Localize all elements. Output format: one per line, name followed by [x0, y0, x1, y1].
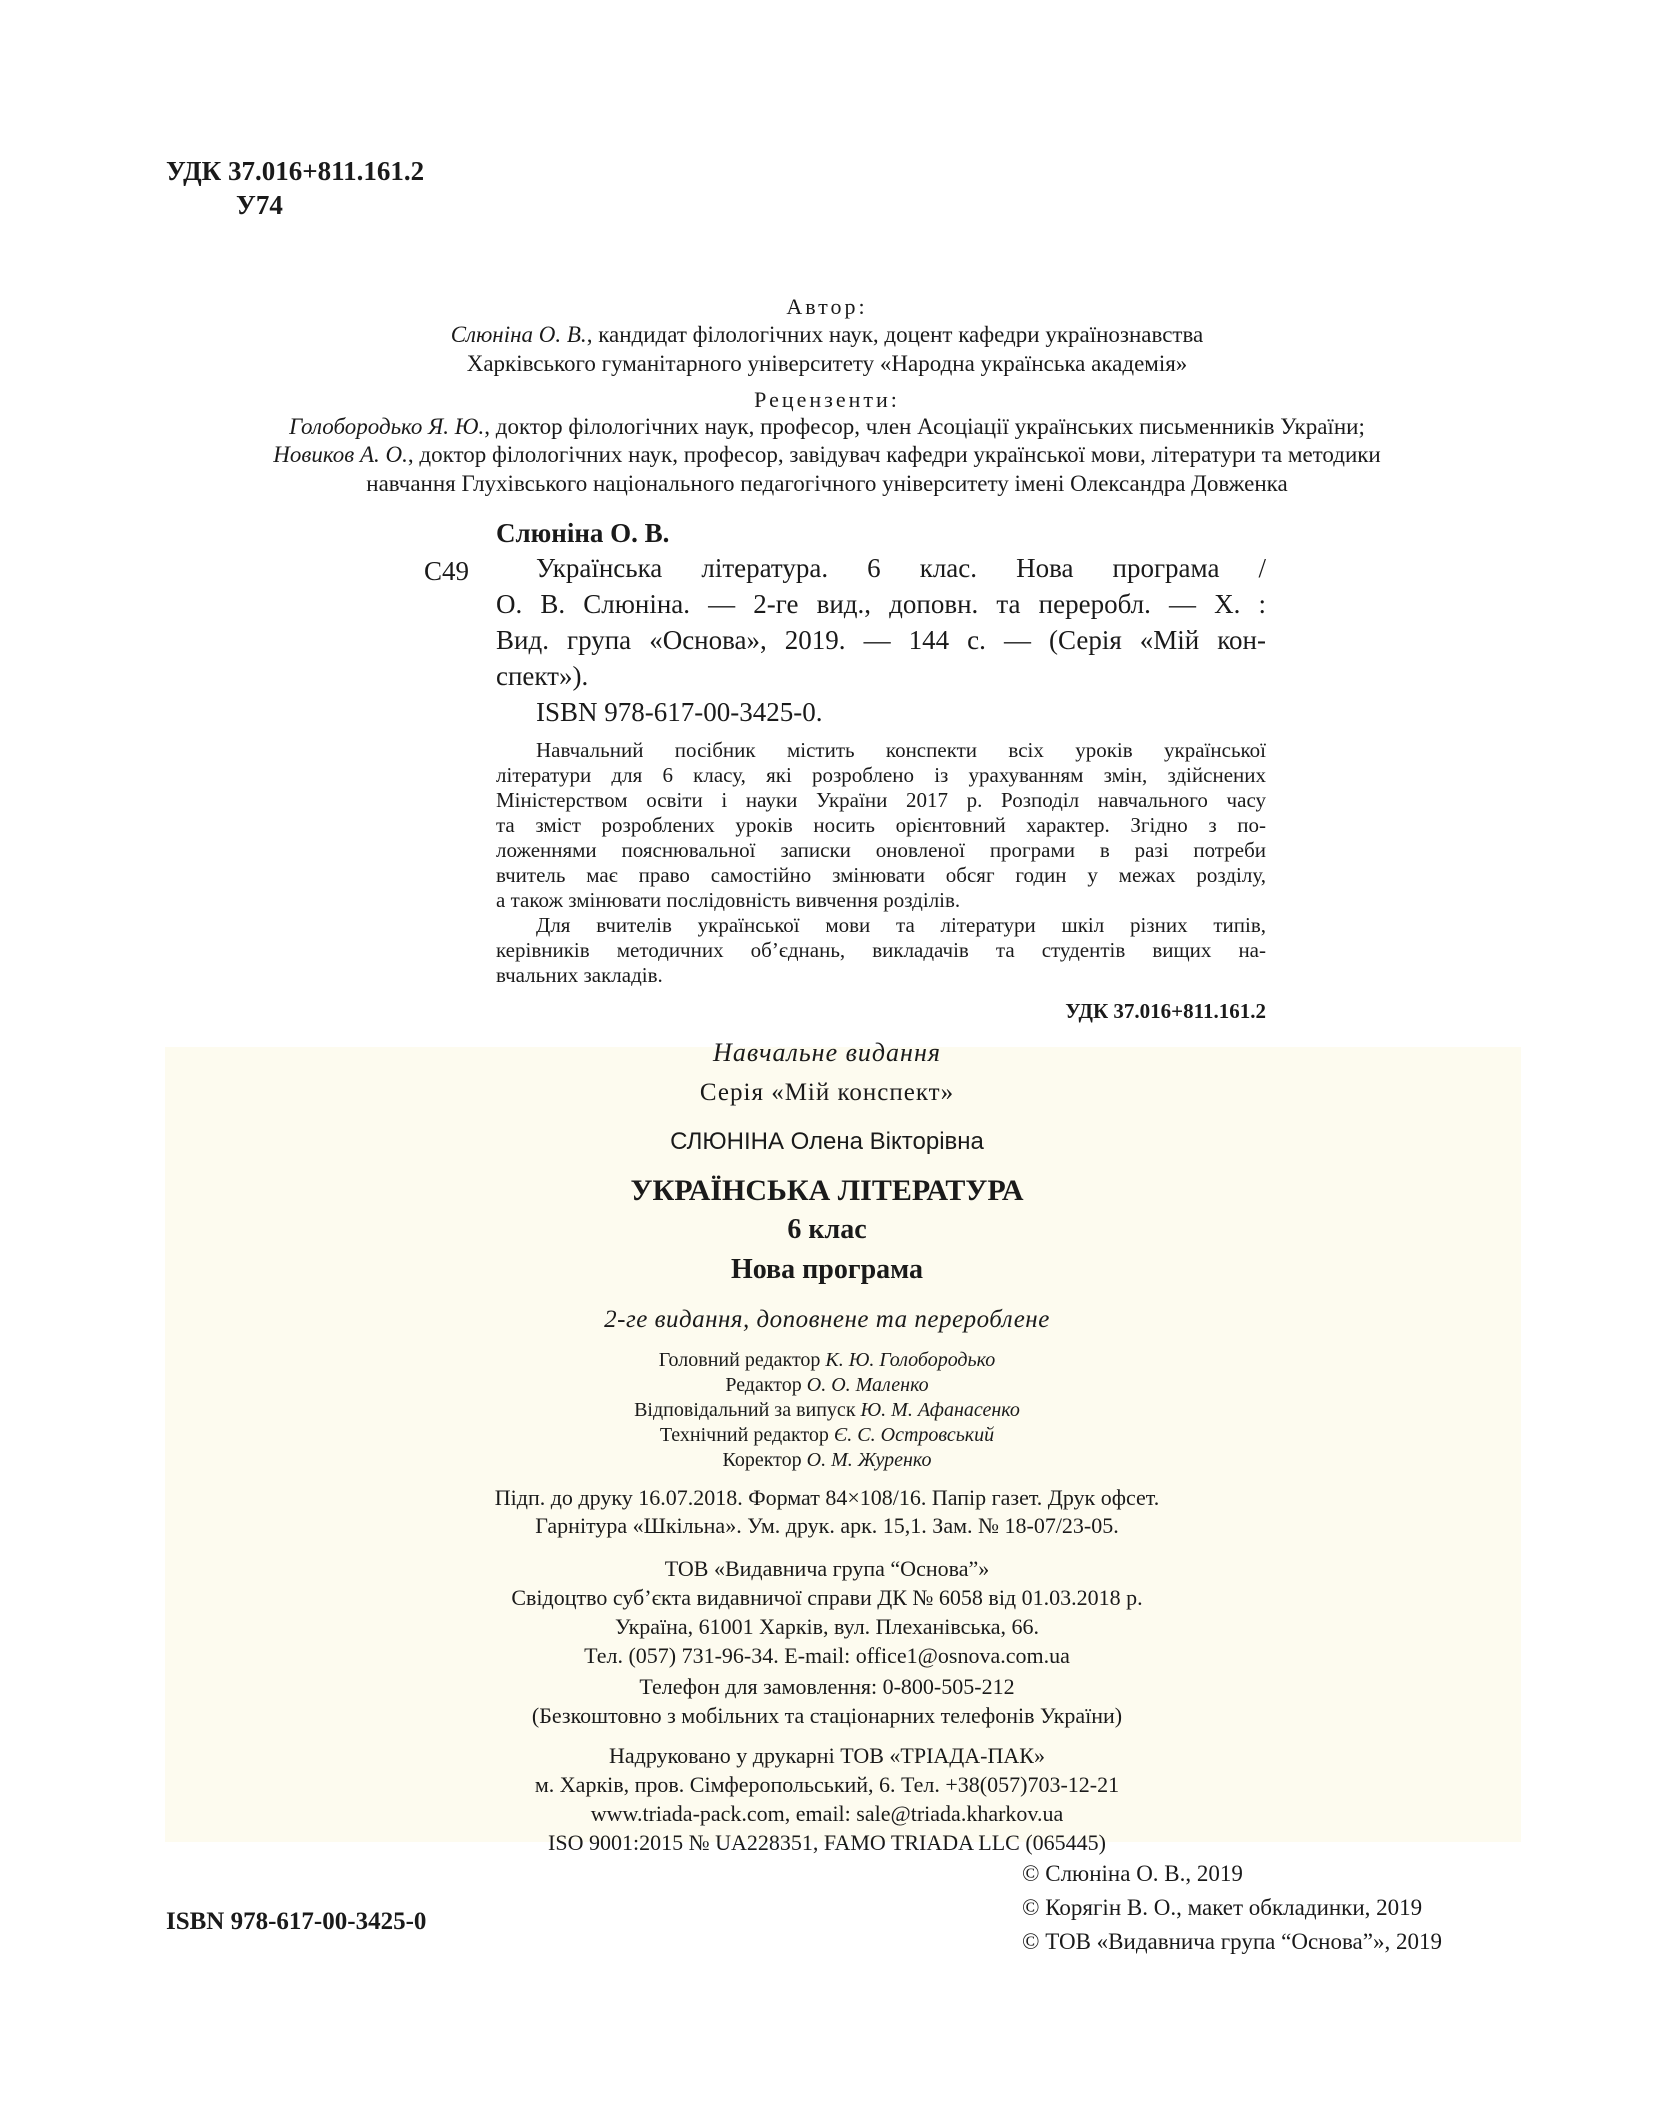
series: Серія «Мій конспект» — [699, 1079, 955, 1106]
printer-line: www.triada-pack.com, email: sale@triada.kharkov.ua — [590, 1801, 1064, 1826]
abstract-line: керівників методичних об’єднань, викладачів та студентів вищих на- — [496, 938, 1266, 962]
reviewer-2 — [0, 440, 1654, 469]
book-title: УКРАЇНСЬКА ЛІТЕРАТУРА — [630, 1174, 1024, 1207]
staff-name: Ю. М. Афанасенко — [860, 1399, 1020, 1421]
author-position: , кандидат філологічних наук, доцент кафедри українознавства — [586, 322, 1204, 347]
publisher-info — [0, 1554, 1654, 1670]
udk-code: УДК 37.016+811.161.2 — [166, 156, 425, 186]
printer-line: м. Харків, пров. Сімферопольський, 6. Тел. +38(057)703-12-21 — [534, 1772, 1120, 1797]
copyright-line: © Слюніна О. В., 2019 — [1022, 1861, 1243, 1886]
order-phone-line: Телефон для замовлення: 0-800-505-212 — [639, 1674, 1015, 1699]
abstract-line: ложеннями пояснювальної записки оновленої програми в разі потреби — [496, 838, 1266, 862]
grade: 6 клас — [787, 1214, 867, 1245]
author-label: Автор: — [786, 294, 868, 319]
catalog-description — [496, 550, 1266, 694]
publisher-line: Тел. (057) 731-96-34. E-mail: office1@osnova.com.ua — [584, 1643, 1070, 1668]
staff-list — [0, 1348, 1654, 1473]
abstract-line: вчальних закладів. — [496, 963, 663, 987]
author-mark: У74 — [236, 190, 283, 220]
abstract-line: Навчальний посібник містить конспекти всіх уроків української — [536, 738, 1266, 762]
reviewer-2-line-2: навчання Глухівського національного педагогічного університету імені Олександра Довженка — [366, 471, 1288, 496]
order-phone-line: (Безкоштовно з мобільних та стаціонарних телефонів України) — [531, 1703, 1123, 1728]
publisher-line: Україна, 61001 Харків, вул. Плеханівська, 66. — [614, 1614, 1040, 1639]
abstract-line: Міністерством освіти і науки України 2017 р. Розподіл навчального часу — [496, 788, 1266, 812]
abstract-line: літератури для 6 класу, які розроблено із урахуванням змін, здійснених — [496, 763, 1266, 787]
reviewer-1-name: Голобородько Я. Ю. — [289, 414, 485, 439]
abstract — [496, 738, 1266, 988]
staff-name: О. О. Маленко — [806, 1374, 929, 1396]
staff-name: О. М. Журенко — [806, 1449, 932, 1471]
staff-line — [0, 1398, 1654, 1423]
catalog-line: спект»). — [496, 661, 589, 691]
print-info-line: Гарнітура «Шкільна». Ум. друк. арк. 15,1. Зам. № 18-07/23-05. — [535, 1513, 1119, 1538]
edition: 2-ге видання, доповнене та перероблене — [604, 1306, 1050, 1333]
staff-role: Головний редактор — [658, 1349, 826, 1371]
copyright-line: © Корягін В. О., макет обкладинки, 2019 — [1022, 1895, 1423, 1920]
reviewers-label: Рецензенти: — [754, 387, 900, 412]
printer-info — [0, 1741, 1654, 1857]
publisher-line: ТОВ «Видавнича група “Основа”» — [664, 1556, 990, 1581]
reviewer-1 — [0, 412, 1654, 441]
udk-header — [166, 154, 424, 222]
staff-role: Технічний редактор — [659, 1424, 834, 1446]
abstract-line: вчитель має право самостійно змінювати обсяг годин у межах розділу, — [496, 863, 1266, 887]
edition-type: Навчальне видання — [713, 1038, 941, 1067]
print-info — [0, 1484, 1654, 1540]
isbn-bottom: ISBN 978-617-00-3425-0 — [166, 1908, 427, 1935]
program: Нова програма — [730, 1254, 924, 1285]
order-phone — [0, 1672, 1654, 1730]
staff-name: К. Ю. Голобородько — [825, 1349, 996, 1371]
abstract-line: а також змінювати послідовність вивчення розділів. — [496, 888, 961, 912]
publisher-line: Свідоцтво суб’єкта видавничої справи ДК № 6058 від 01.03.2018 р. — [511, 1585, 1143, 1610]
staff-name: Є. С. Островський — [833, 1424, 995, 1446]
staff-role: Коректор — [722, 1449, 807, 1471]
copyright-line: © ТОВ «Видавнича група “Основа”», 2019 — [1022, 1929, 1442, 1954]
author-name: Слюніна О. В. — [450, 322, 587, 347]
printer-line: ISO 9001:2015 № UA228351, FAMO TRIADA LLC (065445) — [548, 1830, 1106, 1855]
staff-role: Редактор — [725, 1374, 807, 1396]
abstract-line: Для вчителів української мови та літератури шкіл різних типів, — [536, 913, 1266, 937]
catalog-line: Українська література. 6 клас. Нова програма / — [536, 553, 1266, 583]
copyrights — [1022, 1857, 1442, 1959]
staff-line — [0, 1423, 1654, 1448]
abstract-line: та зміст розроблених уроків носить орієнтовний характер. Згідно з по- — [496, 813, 1266, 837]
staff-line — [0, 1373, 1654, 1398]
catalog-code: С49 — [424, 556, 470, 586]
catalog-isbn: ISBN 978-617-00-3425-0. — [536, 697, 823, 727]
author-full: СЛЮНІНА Олена Вікторівна — [670, 1128, 984, 1155]
catalog-line: Вид. група «Основа», 2019. — 144 с. — (Серія «Мій кон- — [496, 625, 1266, 655]
reviewer-2-name: Новиков А. О. — [273, 442, 408, 467]
staff-line — [0, 1448, 1654, 1473]
catalog-author: Слюніна О. В. — [496, 518, 670, 548]
printer-line: Надруковано у друкарні ТОВ «ТРІАДА-ПАК» — [609, 1743, 1045, 1768]
author-line-2: Харківського гуманітарного університету «Народна українська академія» — [466, 351, 1188, 376]
print-info-line: Підп. до друку 16.07.2018. Формат 84×108/16. Папір газет. Друк офсет. — [494, 1485, 1160, 1510]
reviewer-1-position: , доктор філологічних наук, професор, член Асоціації українських письменників України; — [484, 414, 1365, 439]
staff-line — [0, 1348, 1654, 1373]
catalog-line: О. В. Слюніна. — 2-ге вид., доповн. та переробл. — Х. : — [496, 589, 1266, 619]
staff-role: Відповідальний за випуск — [634, 1399, 861, 1421]
author-line-1 — [0, 320, 1654, 349]
udk-right: УДК 37.016+811.161.2 — [1065, 999, 1266, 1023]
reviewer-2-position: , доктор філологічних наук, професор, завідувач кафедри української мови, літератури та методики — [407, 442, 1381, 467]
